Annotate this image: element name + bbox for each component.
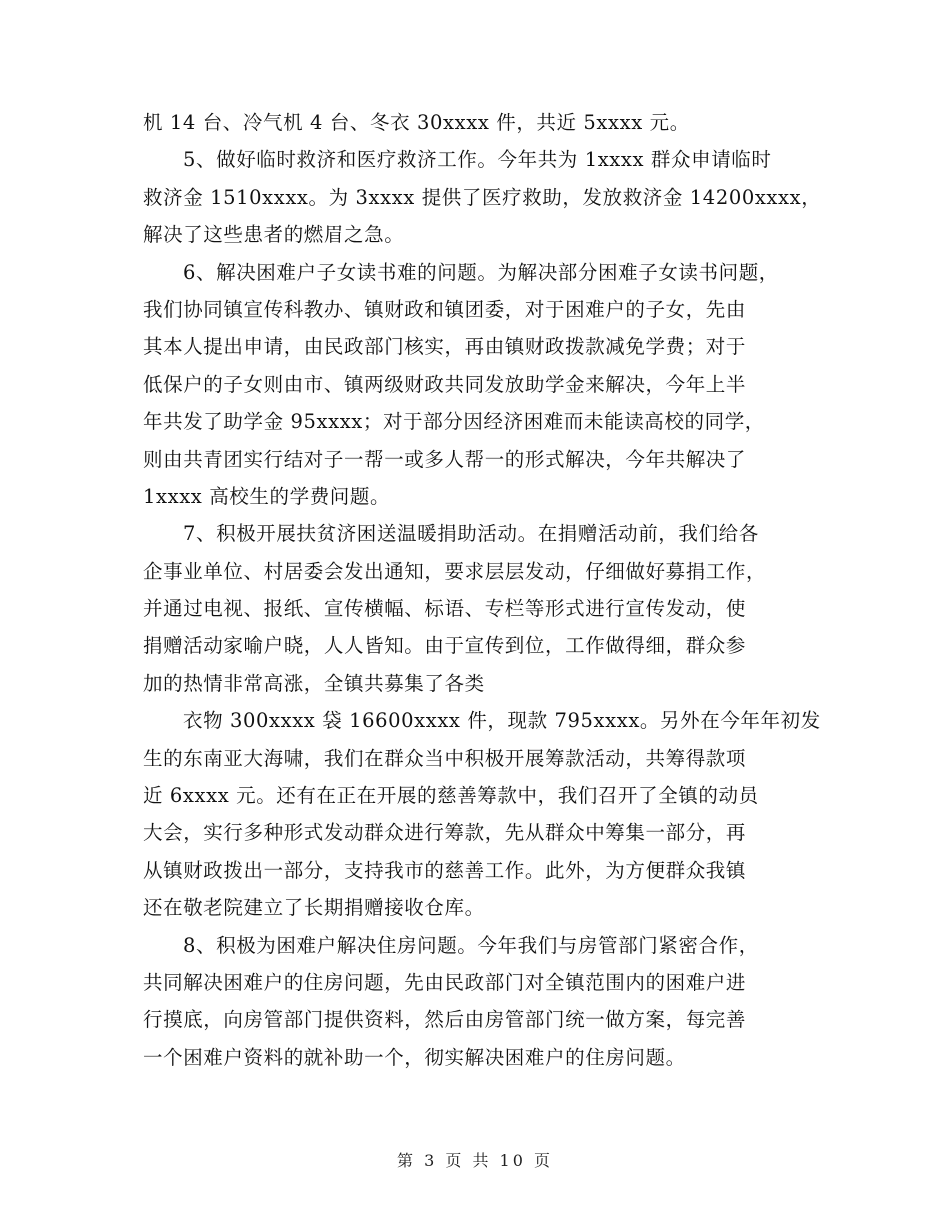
text-line: 行摸底，向房管部门提供资料，然后由房管部门统一做方案，每完善 — [143, 1008, 747, 1032]
text-line: 机 14 台、冷气机 4 台、冬衣 30xxxx 件，共近 5xxxx 元。 — [143, 111, 690, 134]
text-line: 7、积极开展扶贫济困送温暖捐助活动。在捐赠活动前，我们给各 — [183, 522, 759, 546]
text-line: 救济金 1510xxxx。为 3xxxx 提供了医疗救助，发放救济金 14200xxxx， — [143, 185, 822, 209]
text-line: 6、解决困难户子女读书难的问题。为解决部分困难子女读书问题， — [183, 260, 779, 284]
text-line: 8、积极为困难户解决住房问题。今年我们与房管部门紧密合作， — [183, 933, 759, 957]
text-line: 捐赠活动家喻户晓，人人皆知。由于宣传到位，工作做得细，群众参 — [143, 634, 747, 658]
text-line: 共同解决困难户的住房问题，先由民政部门对全镇范围内的困难户进 — [143, 970, 747, 994]
text-line: 还在敬老院建立了长期捐赠接收仓库。 — [143, 896, 485, 920]
page-number-footer: 第 3 页 共 10 页 — [397, 1151, 553, 1170]
body-text — [143, 104, 843, 1076]
text-line: 生的东南亚大海啸，我们在群众当中积极开展筹款活动，共筹得款项 — [143, 746, 747, 770]
text-line: 从镇财政拨出一部分，支持我市的慈善工作。此外，为方便群众我镇 — [143, 858, 747, 882]
text-line: 其本人提出申请，由民政部门核实，再由镇财政拨款减免学费；对于 — [143, 335, 747, 359]
text-line: 低保户的子女则由市、镇两级财政共同发放助学金来解决，今年上半 — [143, 372, 747, 396]
text-line: 近 6xxxx 元。还有在正在开展的慈善筹款中，我们召开了全镇的动员 — [143, 784, 759, 808]
text-line: 衣物 300xxxx 袋 16600xxxx 件，现款 795xxxx。另外在今年年初发 — [183, 709, 821, 733]
text-line: 我们协同镇宣传科教办、镇财政和镇团委，对于困难户的子女，先由 — [143, 297, 747, 321]
text-line: 企事业单位、村居委会发出通知，要求层层发动，仔细做好募捐工作， — [143, 559, 767, 583]
text-line: 1xxxx 高校生的学费问题。 — [143, 484, 391, 508]
text-line: 大会，实行多种形式发动群众进行筹款，先从群众中筹集一部分，再 — [143, 821, 747, 845]
text-line: 解决了这些患者的燃眉之急。 — [143, 223, 405, 247]
text-line: 加的热情非常高涨，全镇共募集了各类 — [143, 671, 485, 695]
text-line: 5、做好临时救济和医疗救济工作。今年共为 1xxxx 群众申请临时 — [183, 148, 772, 172]
text-line: 则由共青团实行结对子一帮一或多人帮一的形式解决，今年共解决了 — [143, 447, 747, 471]
text-line: 年共发了助学金 95xxxx；对于部分因经济困难而未能读高校的同学， — [143, 410, 765, 434]
text-line: 一个困难户资料的就补助一个，彻实解决困难户的住房问题。 — [143, 1045, 686, 1069]
text-line: 并通过电视、报纸、宣传横幅、标语、专栏等形式进行宣传发动，使 — [143, 597, 747, 621]
